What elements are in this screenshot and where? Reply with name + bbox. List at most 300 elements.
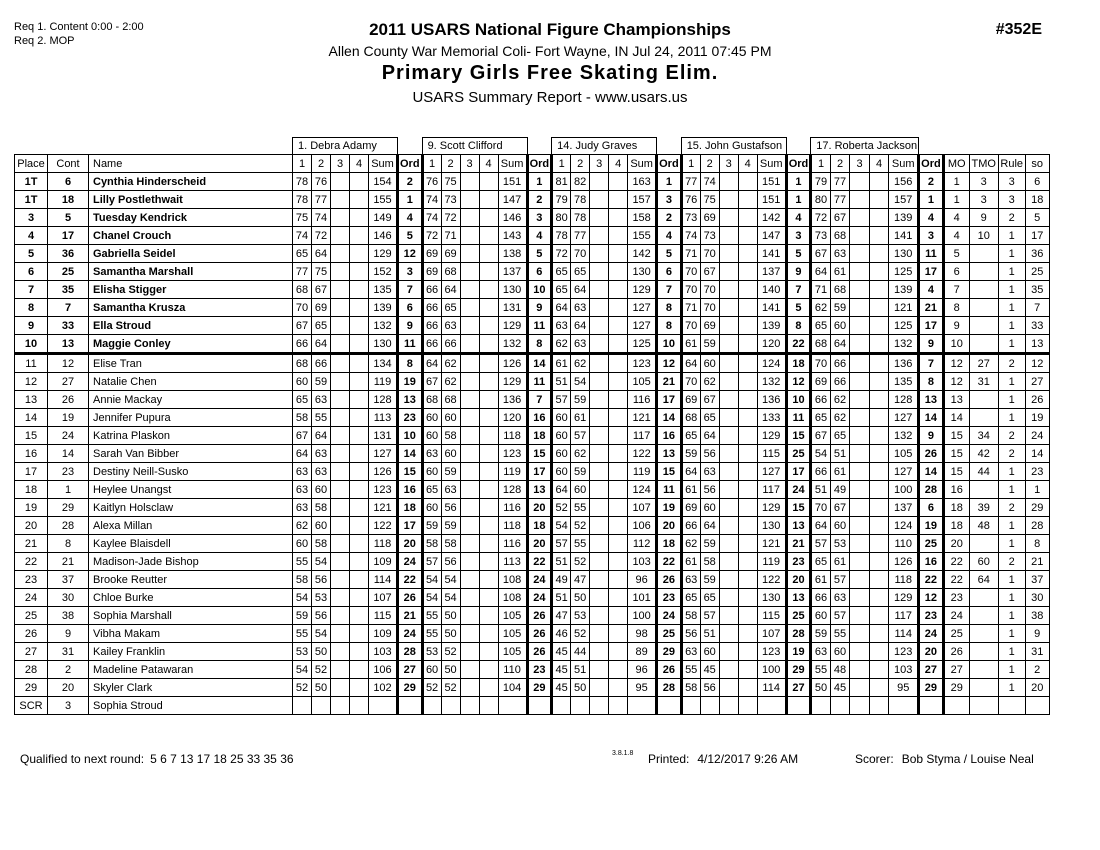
ord-cell: 26 xyxy=(919,445,944,463)
score-cell xyxy=(350,227,369,245)
score-cell xyxy=(719,535,738,553)
table-row xyxy=(15,245,1050,263)
table-row xyxy=(15,227,1050,245)
ord-cell: 14 xyxy=(657,409,682,427)
score-cell xyxy=(719,499,738,517)
mo-cell: 13 xyxy=(943,391,969,409)
ord-cell: 4 xyxy=(786,209,811,227)
score-cell xyxy=(590,427,609,445)
score-cell: 70 xyxy=(700,245,719,263)
score-cell xyxy=(460,317,479,335)
col-header-sum: Sum xyxy=(757,155,786,173)
table-row xyxy=(15,643,1050,661)
score-cell xyxy=(350,625,369,643)
qualified-line xyxy=(20,752,300,766)
score-cell xyxy=(719,409,738,427)
score-cell: 51 xyxy=(700,625,719,643)
cont-cell: 6 xyxy=(48,173,89,191)
score-cell: 59 xyxy=(830,299,850,317)
score-cell xyxy=(590,697,609,715)
score-cell xyxy=(738,317,757,335)
score-cell xyxy=(869,409,889,427)
score-cell xyxy=(460,391,479,409)
score-cell: 58 xyxy=(441,535,460,553)
score-cell: 70 xyxy=(700,299,719,317)
so-cell xyxy=(1025,697,1049,715)
score-cell xyxy=(738,373,757,391)
ord-cell: 16 xyxy=(657,427,682,445)
score-cell: 57 xyxy=(552,535,571,553)
score-cell xyxy=(609,697,628,715)
sum-cell: 127 xyxy=(628,317,657,335)
ord-cell: 29 xyxy=(527,679,552,697)
score-cell: 79 xyxy=(811,173,831,191)
so-cell: 21 xyxy=(1025,553,1049,571)
col-header-4: 4 xyxy=(869,155,889,173)
score-cell xyxy=(331,553,350,571)
sum-cell: 127 xyxy=(369,445,398,463)
ord-cell xyxy=(786,697,811,715)
table-row xyxy=(15,679,1050,697)
ord-cell: 23 xyxy=(786,553,811,571)
score-cell: 63 xyxy=(571,335,590,354)
sum-cell: 108 xyxy=(498,571,527,589)
score-cell xyxy=(811,697,831,715)
scorer-label: Scorer: xyxy=(855,752,894,766)
score-cell: 60 xyxy=(441,409,460,427)
so-cell: 27 xyxy=(1025,373,1049,391)
sum-cell: 119 xyxy=(498,463,527,481)
score-cell: 51 xyxy=(552,373,571,391)
score-cell: 61 xyxy=(681,335,700,354)
ord-cell: 23 xyxy=(398,409,423,427)
tmo-cell: 9 xyxy=(969,209,998,227)
so-cell: 18 xyxy=(1025,191,1049,209)
ord-cell: 16 xyxy=(398,481,423,499)
score-cell xyxy=(850,281,870,299)
score-cell: 57 xyxy=(830,607,850,625)
score-cell xyxy=(331,517,350,535)
ord-cell: 11 xyxy=(527,317,552,335)
ord-cell: 1 xyxy=(919,191,944,209)
score-cell: 63 xyxy=(312,463,331,481)
score-cell: 51 xyxy=(811,481,831,499)
score-cell: 64 xyxy=(700,517,719,535)
score-cell: 64 xyxy=(422,354,441,373)
spacer-cell xyxy=(919,138,944,155)
ord-cell: 13 xyxy=(527,481,552,499)
score-cell xyxy=(350,571,369,589)
sum-cell: 151 xyxy=(757,191,786,209)
score-cell: 51 xyxy=(571,661,590,679)
col-header-2: 2 xyxy=(830,155,850,173)
so-cell: 33 xyxy=(1025,317,1049,335)
so-cell: 17 xyxy=(1025,227,1049,245)
place-cell: 1T xyxy=(15,173,48,191)
so-cell: 14 xyxy=(1025,445,1049,463)
spacer-cell xyxy=(786,138,811,155)
score-cell xyxy=(460,643,479,661)
place-cell: 11 xyxy=(15,354,48,373)
sum-cell: 103 xyxy=(369,643,398,661)
col-header-sum: Sum xyxy=(498,155,527,173)
score-cell: 66 xyxy=(811,391,831,409)
score-cell xyxy=(850,571,870,589)
score-cell: 53 xyxy=(830,535,850,553)
sum-cell: 139 xyxy=(889,209,919,227)
sum-cell: 156 xyxy=(889,173,919,191)
score-cell xyxy=(850,589,870,607)
tmo-cell xyxy=(969,335,998,354)
so-cell: 29 xyxy=(1025,499,1049,517)
sum-cell: 103 xyxy=(628,553,657,571)
score-cell xyxy=(460,191,479,209)
score-cell xyxy=(331,299,350,317)
sum-cell: 126 xyxy=(369,463,398,481)
ord-cell: 19 xyxy=(919,517,944,535)
score-cell: 71 xyxy=(441,227,460,245)
score-cell xyxy=(609,317,628,335)
rule-cell: 1 xyxy=(998,679,1025,697)
ord-cell: 6 xyxy=(398,299,423,317)
rule-cell: 1 xyxy=(998,245,1025,263)
ord-cell: 13 xyxy=(398,391,423,409)
ord-cell: 24 xyxy=(657,607,682,625)
sum-cell: 130 xyxy=(369,335,398,354)
col-header-tmo: TMO xyxy=(969,155,998,173)
score-cell: 60 xyxy=(552,445,571,463)
score-cell: 50 xyxy=(441,625,460,643)
cont-cell: 30 xyxy=(48,589,89,607)
mo-cell: 15 xyxy=(943,445,969,463)
mo-cell: 12 xyxy=(943,373,969,391)
sum-cell: 128 xyxy=(369,391,398,409)
spacer-cell xyxy=(527,138,552,155)
score-cell xyxy=(350,499,369,517)
place-cell: 6 xyxy=(15,263,48,281)
so-cell: 9 xyxy=(1025,625,1049,643)
name-cell: Sophia Marshall xyxy=(89,607,293,625)
ord-cell: 22 xyxy=(786,335,811,354)
ord-cell: 17 xyxy=(527,463,552,481)
mo-cell: 7 xyxy=(943,281,969,299)
sum-cell: 124 xyxy=(889,517,919,535)
cont-cell: 3 xyxy=(48,697,89,715)
ord-cell: 26 xyxy=(657,571,682,589)
score-cell xyxy=(331,625,350,643)
championship-title: 2011 USARS National Figure Championships xyxy=(369,20,731,39)
score-cell: 66 xyxy=(312,354,331,373)
rule-cell: 3 xyxy=(998,173,1025,191)
ord-cell: 28 xyxy=(786,625,811,643)
score-cell xyxy=(869,589,889,607)
score-cell xyxy=(460,354,479,373)
sum-cell: 102 xyxy=(369,679,398,697)
ord-cell: 11 xyxy=(527,373,552,391)
score-cell: 59 xyxy=(293,607,312,625)
score-cell xyxy=(460,427,479,445)
tmo-cell: 10 xyxy=(969,227,998,245)
sum-cell: 98 xyxy=(628,625,657,643)
score-cell: 53 xyxy=(312,589,331,607)
ord-cell: 9 xyxy=(786,263,811,281)
sum-cell: 121 xyxy=(369,499,398,517)
col-header-ord: Ord xyxy=(919,155,944,173)
place-cell: 20 xyxy=(15,517,48,535)
score-cell xyxy=(609,643,628,661)
ord-cell: 21 xyxy=(398,607,423,625)
score-cell: 69 xyxy=(681,391,700,409)
cont-cell: 33 xyxy=(48,317,89,335)
rule-cell: 1 xyxy=(998,281,1025,299)
sum-cell: 100 xyxy=(889,481,919,499)
ord-cell: 13 xyxy=(657,445,682,463)
ord-cell: 29 xyxy=(786,661,811,679)
score-cell: 54 xyxy=(811,445,831,463)
ord-cell: 25 xyxy=(657,625,682,643)
results-table xyxy=(14,137,1050,715)
name-cell: Madison-Jade Bishop xyxy=(89,553,293,571)
score-cell: 45 xyxy=(830,679,850,697)
score-cell: 65 xyxy=(293,391,312,409)
score-cell xyxy=(738,535,757,553)
score-cell xyxy=(350,317,369,335)
score-cell xyxy=(350,281,369,299)
ord-cell: 16 xyxy=(527,409,552,427)
score-cell xyxy=(590,535,609,553)
score-cell: 60 xyxy=(422,661,441,679)
so-cell: 12 xyxy=(1025,354,1049,373)
sum-cell: 143 xyxy=(498,227,527,245)
score-cell: 50 xyxy=(811,679,831,697)
judge-name-cell: 17. Roberta Jackson xyxy=(811,138,919,155)
tmo-cell xyxy=(969,607,998,625)
score-cell xyxy=(590,354,609,373)
cont-cell: 2 xyxy=(48,661,89,679)
so-cell: 35 xyxy=(1025,281,1049,299)
tmo-cell xyxy=(969,661,998,679)
so-cell: 31 xyxy=(1025,643,1049,661)
ord-cell: 8 xyxy=(527,335,552,354)
sum-cell: 129 xyxy=(757,499,786,517)
score-cell xyxy=(479,299,498,317)
score-cell: 75 xyxy=(293,209,312,227)
score-cell xyxy=(479,427,498,445)
cont-cell: 20 xyxy=(48,679,89,697)
score-cell: 65 xyxy=(811,553,831,571)
score-cell: 63 xyxy=(293,481,312,499)
score-cell: 60 xyxy=(441,445,460,463)
cont-cell: 18 xyxy=(48,191,89,209)
score-cell: 56 xyxy=(441,499,460,517)
ord-cell: 23 xyxy=(919,607,944,625)
sum-cell: 117 xyxy=(628,427,657,445)
so-cell: 20 xyxy=(1025,679,1049,697)
score-cell: 56 xyxy=(312,571,331,589)
score-cell: 54 xyxy=(441,571,460,589)
so-cell: 23 xyxy=(1025,463,1049,481)
sum-cell: 121 xyxy=(757,535,786,553)
ord-cell: 15 xyxy=(786,499,811,517)
ord-cell: 7 xyxy=(657,281,682,299)
tmo-cell xyxy=(969,589,998,607)
score-cell xyxy=(869,209,889,227)
score-cell xyxy=(609,679,628,697)
score-cell xyxy=(590,445,609,463)
score-cell xyxy=(350,697,369,715)
sum-cell: 113 xyxy=(498,553,527,571)
score-cell: 58 xyxy=(700,553,719,571)
ord-cell: 1 xyxy=(786,173,811,191)
sum-cell: 157 xyxy=(628,191,657,209)
score-cell xyxy=(738,427,757,445)
score-cell: 63 xyxy=(700,463,719,481)
score-cell xyxy=(590,517,609,535)
score-cell: 77 xyxy=(830,191,850,209)
score-cell: 56 xyxy=(441,553,460,571)
score-cell xyxy=(350,354,369,373)
ord-cell: 20 xyxy=(398,535,423,553)
rule-cell: 1 xyxy=(998,625,1025,643)
ord-cell: 19 xyxy=(786,643,811,661)
score-cell: 69 xyxy=(422,245,441,263)
ord-cell: 26 xyxy=(527,643,552,661)
col-header-1: 1 xyxy=(811,155,831,173)
mo-cell: 12 xyxy=(943,354,969,373)
sum-cell: 122 xyxy=(628,445,657,463)
col-header-3: 3 xyxy=(719,155,738,173)
score-cell xyxy=(422,697,441,715)
sum-cell: 96 xyxy=(628,661,657,679)
place-cell: 4 xyxy=(15,227,48,245)
ord-cell: 17 xyxy=(919,317,944,335)
score-cell xyxy=(738,409,757,427)
score-cell xyxy=(350,263,369,281)
score-cell: 60 xyxy=(571,481,590,499)
score-cell xyxy=(350,553,369,571)
score-cell xyxy=(719,625,738,643)
sum-cell: 139 xyxy=(757,317,786,335)
score-cell xyxy=(331,607,350,625)
score-cell: 52 xyxy=(552,499,571,517)
score-cell xyxy=(460,173,479,191)
sum-cell: 132 xyxy=(369,317,398,335)
report-subtitle: USARS Summary Report - www.usars.us xyxy=(412,89,688,106)
col-header-3: 3 xyxy=(460,155,479,173)
table-row xyxy=(15,373,1050,391)
ord-cell: 24 xyxy=(527,571,552,589)
score-cell: 65 xyxy=(552,281,571,299)
sum-cell: 118 xyxy=(498,517,527,535)
score-cell xyxy=(719,643,738,661)
score-cell xyxy=(479,373,498,391)
sum-cell: 142 xyxy=(757,209,786,227)
spacer-cell xyxy=(657,138,682,155)
score-cell: 45 xyxy=(552,643,571,661)
score-cell: 65 xyxy=(811,409,831,427)
ord-cell: 5 xyxy=(657,245,682,263)
score-cell xyxy=(331,571,350,589)
score-cell xyxy=(350,209,369,227)
ord-cell: 7 xyxy=(527,391,552,409)
spacer-cell xyxy=(943,138,1049,155)
ord-cell: 28 xyxy=(398,643,423,661)
score-cell: 68 xyxy=(830,281,850,299)
score-cell: 63 xyxy=(571,299,590,317)
score-cell: 67 xyxy=(811,245,831,263)
score-cell xyxy=(850,535,870,553)
score-cell xyxy=(719,427,738,445)
mo-cell: 24 xyxy=(943,607,969,625)
so-cell: 36 xyxy=(1025,245,1049,263)
score-cell xyxy=(719,463,738,481)
score-cell xyxy=(850,625,870,643)
tmo-cell: 60 xyxy=(969,553,998,571)
score-cell xyxy=(850,317,870,335)
score-cell xyxy=(590,661,609,679)
score-cell xyxy=(479,607,498,625)
score-cell xyxy=(738,463,757,481)
mo-cell: 22 xyxy=(943,571,969,589)
sum-cell: 105 xyxy=(498,643,527,661)
score-cell: 45 xyxy=(552,661,571,679)
ord-cell: 23 xyxy=(527,661,552,679)
ord-cell: 2 xyxy=(398,173,423,191)
score-cell xyxy=(590,191,609,209)
score-cell: 67 xyxy=(293,317,312,335)
name-cell: Natalie Chen xyxy=(89,373,293,391)
cont-cell: 12 xyxy=(48,354,89,373)
score-cell xyxy=(331,173,350,191)
cont-cell: 35 xyxy=(48,281,89,299)
score-cell xyxy=(719,607,738,625)
ord-cell: 18 xyxy=(398,499,423,517)
ord-cell: 24 xyxy=(527,589,552,607)
sum-cell: 89 xyxy=(628,643,657,661)
rule-cell: 1 xyxy=(998,409,1025,427)
score-cell: 70 xyxy=(681,317,700,335)
score-cell xyxy=(479,445,498,463)
so-cell: 26 xyxy=(1025,391,1049,409)
score-cell: 62 xyxy=(571,354,590,373)
table-row xyxy=(15,625,1050,643)
score-cell xyxy=(738,227,757,245)
score-cell xyxy=(590,607,609,625)
name-cell: Kailey Franklin xyxy=(89,643,293,661)
ord-cell: 27 xyxy=(398,661,423,679)
score-cell xyxy=(331,661,350,679)
score-cell xyxy=(590,589,609,607)
ord-cell: 5 xyxy=(786,299,811,317)
score-cell: 69 xyxy=(422,263,441,281)
ord-cell: 10 xyxy=(398,427,423,445)
sum-cell: 126 xyxy=(889,553,919,571)
score-cell xyxy=(609,607,628,625)
score-cell xyxy=(590,463,609,481)
score-cell xyxy=(719,245,738,263)
mo-cell: 16 xyxy=(943,481,969,499)
sum-cell: 120 xyxy=(498,409,527,427)
spacer-cell xyxy=(15,138,293,155)
ord-cell: 26 xyxy=(398,589,423,607)
col-header-place: Place xyxy=(15,155,48,173)
place-cell: 19 xyxy=(15,499,48,517)
ord-cell: 1 xyxy=(657,173,682,191)
score-cell: 73 xyxy=(700,227,719,245)
score-cell: 64 xyxy=(571,281,590,299)
score-cell: 62 xyxy=(830,391,850,409)
ord-cell: 17 xyxy=(786,463,811,481)
